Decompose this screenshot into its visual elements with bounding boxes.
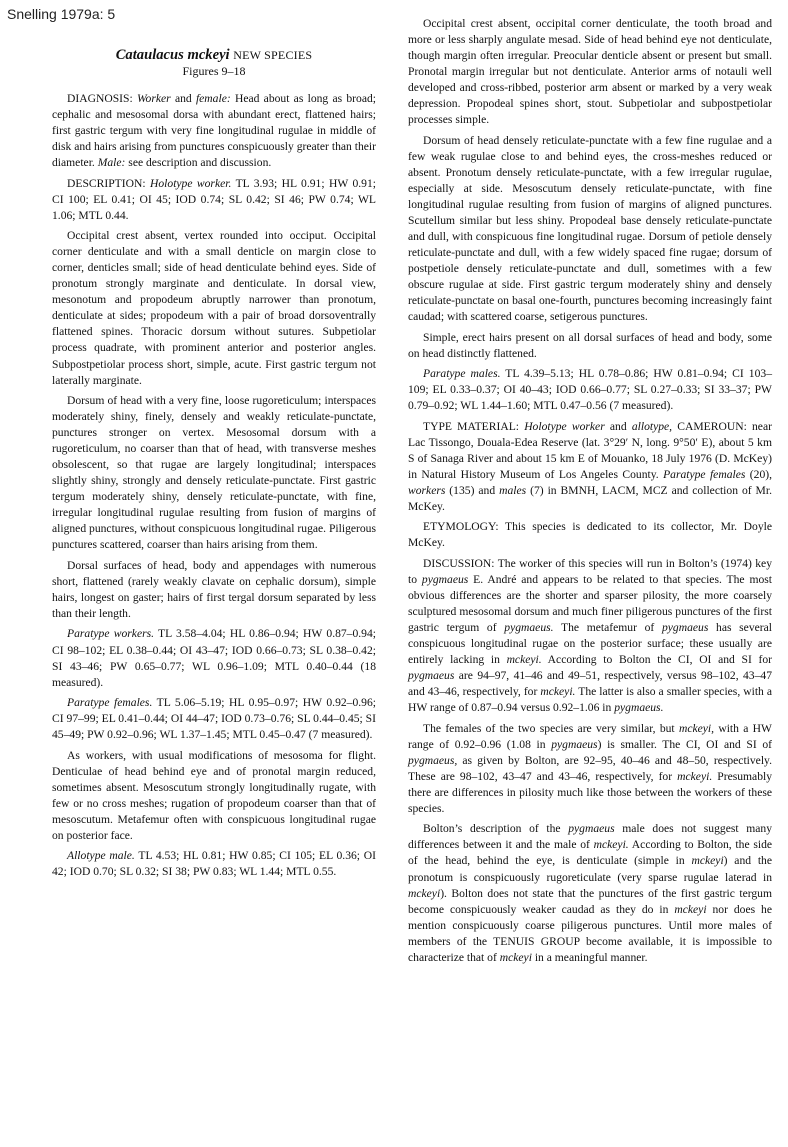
text-run: ETYMOLOGY: This species is dedicated to its collector, Mr. Doyle McKey. — [408, 520, 772, 550]
italic-text: mckeyi — [499, 950, 532, 964]
italic-text: males — [499, 483, 527, 497]
italic-text: Paratype males. — [423, 367, 501, 381]
paragraph — [52, 228, 376, 388]
italic-text: workers — [408, 483, 446, 497]
italic-text: mckeyi. — [593, 838, 629, 852]
paragraph — [52, 91, 376, 171]
paragraph — [52, 558, 376, 622]
italic-text: female: — [195, 92, 231, 105]
text-run: According to Bolton the CI, OI and SI for — [541, 653, 772, 667]
paragraph — [52, 695, 376, 743]
species-title — [52, 46, 376, 64]
text-run: DESCRIPTION: — [67, 176, 150, 190]
text-run: TL 4.53; HL 0.81; HW 0.85; CI 105; EL 0.36; OI 42; IOD 0.70; SL 0.32; SI 38; PW 0.83; WL 1.44; MTL 0.55. — [52, 849, 377, 879]
italic-text: allotype, — [631, 419, 673, 433]
paragraph — [52, 176, 376, 224]
text-run: in a meaningful manner. — [531, 950, 648, 964]
italic-text: Paratype females — [663, 467, 746, 481]
paragraph — [408, 16, 772, 128]
text-run: E. André and appears to be related to that species. The most obvious differences are the shorter and sparser pilosity, the more coarsely sculptured mesosomal dorsum and much finer piligerous punctures of the first gastric tergum of — [408, 572, 772, 635]
paragraph — [408, 419, 772, 515]
text-run: Dorsum of head densely reticulate-punctate with a few fine rugulae and a few weak rugulae close to and behind eyes, the cross-meshes reduced or absent. Pronotum densely reticulate-punctate, with a few irregular rugulae, especially at side. Mesoscutum densely reticulate-punctate, with fine longitudinal rugulae resulting from fusion of margins of aligned punctures. Scutellum similar but less shiny. Propodeal base densely reticulate-punctate and dull, with conspicuous fine longitudinal rugae. Dorsum of petiole densely reticulate-punctate and dull, with a few widely spaced fine rugae; dorsum of postpetiole densely reticulate-punctate and dull, sometimes with a few obscure rugulae at side. First gastric tergum moderately shiny and densely reticulate-punctate on basal one-fourth, punctures becoming increasingly faint caudad; with scattered coarse, setigerous punctures. — [408, 133, 772, 324]
paragraph — [408, 519, 772, 551]
text-run: As workers, with usual modifications of mesosoma for flight. Denticulae of head behind eye and of pronotal margin reduced, sometimes absent. Mesoscutum strongly longitudinally rugate, with few or no cross meshes; rugation of propodeum coarser than that of mesoscutum. Metafemur often with conspicuous longitudinal rugae on posterior face. — [52, 748, 376, 842]
text-run: are 94–97, 41–46 and 49–51, respectively, versus 98–102, 43–47 and 43–46, respectively, for — [408, 669, 772, 699]
left-column — [52, 46, 376, 885]
paragraph — [52, 748, 376, 844]
italic-text: pygmaeus — [661, 621, 709, 635]
text-run: TL 3.58–4.04; HL 0.86–0.94; HW 0.87–0.94; CI 98–102; EL 0.38–0.44; OI 43–47; IOD 0.66–0.73; SL 0.38–0.42; SI 43–46; PW 0.65–0.77; WL 0.96–1.09; MTL 0.40–0.44 (18 measured). — [52, 627, 376, 689]
left-paragraphs — [52, 91, 376, 880]
paragraph — [408, 721, 772, 817]
text-run: TL 5.06–5.19; HL 0.95–0.97; HW 0.92–0.96; CI 97–99; EL 0.41–0.44; OI 44–47; IOD 0.73–0.76; SL 0.44–0.45; SI 45–49; PW 0.92–0.96; WL 1.37–1.45; MTL 0.45–0.47 (7 measured). — [52, 696, 376, 742]
italic-text: pygmaeus. — [614, 701, 664, 715]
right-column — [408, 16, 772, 970]
text-run: (7) in BMNH, LACM, MCZ and collection of Mr. McKey. — [408, 483, 772, 513]
text-run: ). Bolton does not state that the punctures of the first gastric tergum become conspicuously weaker caudad as they do in — [408, 886, 772, 916]
paragraph — [52, 626, 376, 690]
italic-text: mckeyi — [674, 902, 707, 916]
text-run: TL 3.93; HL 0.91; HW 0.91; CI 100; EL 0.41; OI 45; IOD 0.74; SL 0.42; SI 46; PW 0.74; WL 1.06; MTL 0.44. — [52, 176, 376, 222]
italic-text: pygmaeus — [421, 572, 469, 586]
italic-text: Holotype worker. — [150, 176, 232, 190]
italic-text: pygmaeus — [408, 669, 455, 683]
paragraph — [408, 330, 772, 362]
text-run: ) and the pronotum is conspicuously rugoreticulate (very sparse rugulae laterad in — [408, 854, 772, 884]
text-run: as given by Bolton, are 92–95, 40–46 and 48–50, respectively. These are 98–102, 43–47 and 43–46, respectively, for — [408, 753, 772, 783]
italic-text: Worker — [136, 92, 171, 105]
italic-text: Allotype male. — [67, 849, 135, 863]
paragraph — [408, 366, 772, 414]
italic-text: mckeyi — [408, 886, 441, 900]
text-run: and — [604, 419, 632, 433]
figures-reference: Figures 9–18 — [182, 64, 246, 78]
paragraph — [408, 821, 772, 965]
italic-text: mckeyi. — [540, 685, 576, 699]
text-run: According to Bolton, the side of the head, behind the eye, is denticulate (simple in — [408, 838, 773, 868]
species-name: Cataulacus mckeyi — [115, 47, 230, 63]
text-run: nor does he mention conspicuously coarse piligerous punctures. Until more males of members of the TENUIS GROUP become available, it is impossible to characterize that of — [408, 902, 772, 964]
text-run: has several conspicuous longitudinal rugae on the posterior surface; these usually are entirely lacking in — [408, 621, 772, 667]
italic-text: mckeyi — [691, 854, 724, 868]
text-run: TL 4.39–5.13; HL 0.78–0.86; HW 0.81–0.94; CI 103–109; EL 0.33–0.37; OI 40–43; IOD 0.66–0.77; SL 0.27–0.33; SI 33–37; PW 0.79–0.92; WL 1.44–1.60; MTL 0.47–0.56 (7 measured). — [408, 367, 772, 413]
italic-text: Holotype worker — [524, 419, 605, 433]
running-head: Snelling 1979a: 5 — [7, 6, 116, 22]
text-run: Bolton’s description of the — [423, 822, 569, 836]
paragraph — [408, 556, 772, 716]
italic-text: mckeyi. — [506, 653, 542, 667]
text-run: Dorsum of head with a very fine, loose rugoreticulum; interspaces moderately shiny, finely, densely and weakly reticulate-punctate, punctures stronger on vertex. Mesosomal dorsum with a rugoreticulum, no coarser than that of head, with transverse meshes obsolescent, so that rugae are largely longitudinal; interspaces slightly shiny, strongly and densely reticulate-punctate. First gastric tergum moderately shiny, densely reticulate-punctate, with fine, irregular longitudinal rugulae resulting from fusion of margins of aligned punctures, without conspicuous longitudinal rugae. Piligerous punctures scattered, coarser than hairs arising from them. — [52, 394, 376, 552]
paragraph — [52, 848, 376, 880]
italic-text: Paratype workers. — [67, 627, 155, 641]
italic-text: mckeyi, — [678, 721, 715, 735]
paragraph — [408, 133, 772, 326]
italic-text: Male: — [97, 156, 126, 170]
species-status: NEW SPECIES — [233, 48, 313, 62]
right-paragraphs — [408, 16, 772, 966]
italic-text: pygmaeus — [568, 822, 615, 836]
text-run: see description and discussion. — [125, 156, 272, 170]
text-run: CAMEROUN: near Lac Tissongo, Douala-Edea Reserve (lat. 3°29′ N, long. 9°50′ E), about 5 km S of Sanaga River and about 15 km E of Mouanko, 18 July 1976 (D. McKey) in Natural History Museum of Los Angeles County. — [408, 419, 772, 481]
italic-text: mckeyi. — [677, 769, 713, 783]
italic-text: pygmaeus, — [408, 753, 458, 767]
text-run: male does not suggest many differences between it and the male of — [408, 822, 772, 852]
text-run: Occipital crest absent, vertex rounded into occiput. Occipital corner denticulate and with a small denticle on margin close to corner, denticles small; side of head denticulate behind eyes. Side of pronotum strongly marginate and denticulate. In dorsal view, mesonotum and propodeum abruptly narrower than pronotum, denticulate at sides; propodeum with a pair of broad dorsoventrally flattened spines. Thoracic dorsum without sutures. Subpetiolar process quadrate, with prominent anterior and posterior angles. Subpostpetiolar process short, simple, acute. First gastric tergum not laterally marginate. — [52, 229, 376, 387]
text-run: Occipital crest absent, occipital corner denticulate, the tooth broad and more or less sharply angulate mesad. Side of head behind eye not denticulate, though margin often irregular. Preocular denticle absent or present but small. Pronotal margin irregular but not denticulate. Anterior arms of notauli well developed and cross-ribbed, posterior arm absent or marked by a very weak depression. Propodeal spines short, stout. Subpetiolar and subpostpetiolar processes simple. — [408, 17, 772, 127]
italic-text: pygmaeus. — [504, 621, 554, 635]
text-run: Head about as long as broad; cephalic and mesosomal dorsa with abundant erect, flattened hairs; first gastric tergum with very fine longitudinal rugulae in middle of disk and hairs arising from punctures conspicuously greater than their diameter. — [52, 92, 376, 170]
text-run: (20), — [745, 467, 773, 481]
italic-text: pygmaeus — [551, 737, 598, 751]
title-block — [52, 46, 376, 79]
paragraph — [52, 393, 376, 553]
text-run: Dorsal surfaces of head, body and appendages with numerous short, flattened (rarely weakly clavate on cephalic dorsum), simple hairs, longest on gaster; hairs of first tergal dorsum separated by less than their length. — [52, 558, 376, 621]
text-run: The metafemur of — [553, 621, 662, 635]
text-run: ) is smaller. The CI, OI and SI of — [597, 737, 772, 751]
text-run: with a HW range of 0.92–0.96 (1.08 in — [408, 721, 772, 751]
text-run: and — [170, 92, 196, 105]
text-run: DIAGNOSIS: — [67, 92, 137, 105]
text-run: (135) and — [445, 483, 500, 497]
text-run: TYPE MATERIAL: — [423, 419, 525, 433]
text-run: The females of the two species are very similar, but — [423, 721, 679, 735]
text-run: The latter is also a smaller species, with a HW range of 0.87–0.94 versus 0.92–1.06 in — [408, 685, 773, 715]
text-run: DISCUSSION: The worker of this species will run in Bolton’s (1974) key to — [408, 556, 772, 586]
italic-text: Paratype females. — [67, 696, 153, 710]
text-run: Presumably there are differences in pilosity much like those between the workers of these species. — [408, 769, 773, 815]
text-run: Simple, erect hairs present on all dorsal surfaces of head and body, some on head distinctly flattened. — [408, 330, 772, 360]
